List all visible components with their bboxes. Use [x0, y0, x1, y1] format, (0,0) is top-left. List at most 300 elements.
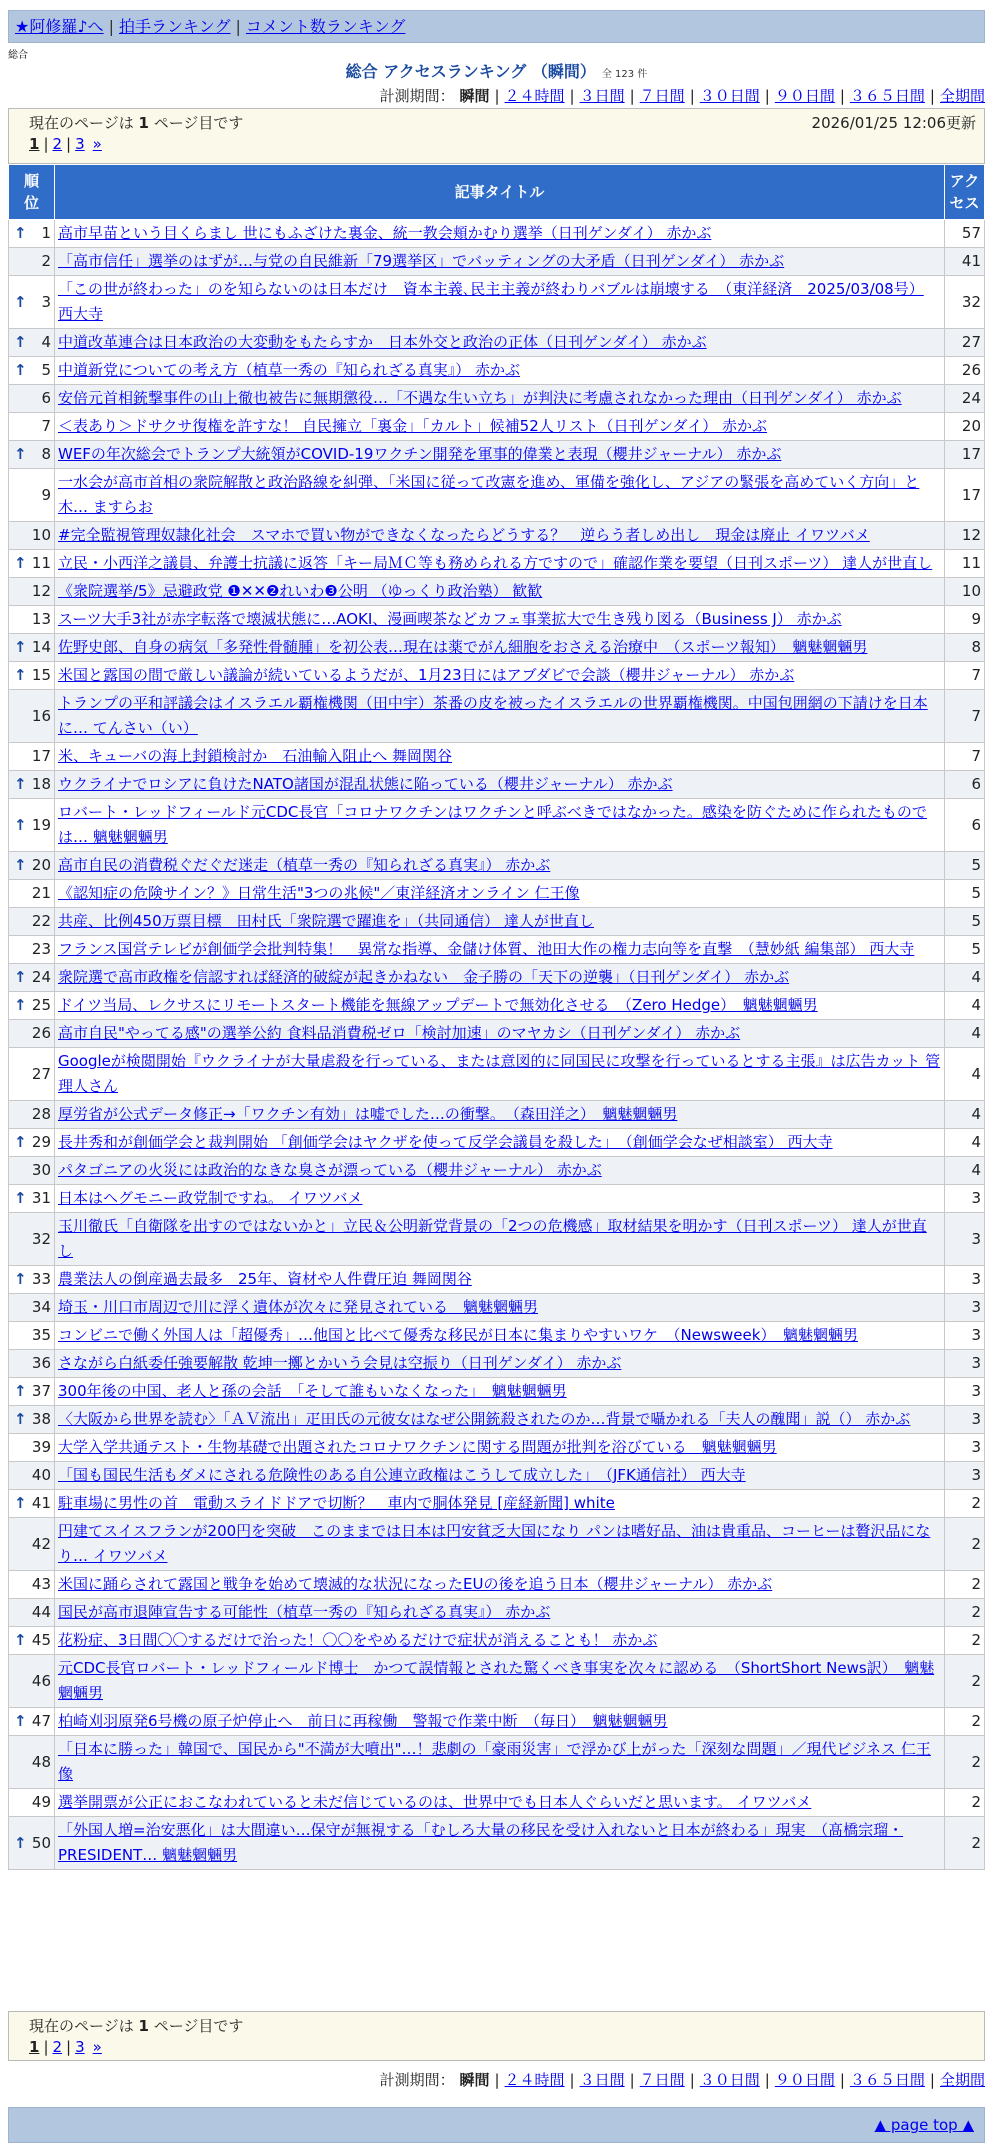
access-count: 2 — [945, 1789, 985, 1817]
article-title-link[interactable]: 駐車場に男性の首 電動スライドドアで切断？ 車内で胴体発見 [産経新聞] white — [58, 1494, 615, 1512]
ranking-table — [8, 164, 985, 1870]
access-count: 20 — [945, 413, 985, 441]
title-cell — [55, 1157, 945, 1185]
title-cell — [55, 1627, 945, 1655]
rank-number: 37 — [31, 1382, 51, 1400]
rank-cell — [9, 1599, 55, 1627]
rank-number: 18 — [31, 775, 51, 793]
rank-up-arrow-icon: ↑ — [14, 1712, 27, 1730]
access-count: 17 — [945, 469, 985, 522]
period-365d-link[interactable]: ３６５日間 — [849, 87, 925, 105]
table-row — [9, 1708, 985, 1736]
table-row — [9, 441, 985, 469]
title-cell — [55, 1406, 945, 1434]
access-count: 8 — [945, 634, 985, 662]
rank-cell — [9, 1789, 55, 1817]
access-count: 7 — [945, 690, 985, 743]
article-title-link[interactable]: 「この世が終わった」のを知らないのは日本だけ 資本主義､民主主義が終わりバブルは崩壊する （東洋経済 2025/03/08号） 西大寺 — [58, 280, 924, 323]
article-title-link[interactable]: 衆院選で高市政権を信認すれば経済的破綻が起きかねない 金子勝の「天下の逆襲」（日刊ゲンダイ） 赤かぶ — [58, 968, 790, 986]
table-row — [9, 550, 985, 578]
article-title-link[interactable]: WEFの年次総会でトランプ大統領がCOVID-19ワクチン開発を軍事的偉業と表現（櫻井ジャーナル） 赤かぶ — [58, 445, 782, 463]
access-count: 4 — [945, 1129, 985, 1157]
pager-page-2[interactable]: 2 — [52, 2038, 63, 2056]
rank-cell — [9, 1434, 55, 1462]
article-title-link[interactable]: パタゴニアの火災には政治的なきな臭さが漂っている（櫻井ジャーナル） 赤かぶ — [58, 1161, 602, 1179]
table-row — [9, 578, 985, 606]
access-count: 2 — [945, 1736, 985, 1789]
rank-number: 26 — [31, 1024, 51, 1042]
access-count: 12 — [945, 522, 985, 550]
period-24h-link[interactable]: ２４時間 — [504, 87, 565, 105]
access-count: 3 — [945, 1378, 985, 1406]
title-cell — [55, 220, 945, 248]
period-90d-link[interactable]: ９０日間 — [774, 87, 835, 105]
rank-number: 48 — [31, 1752, 51, 1771]
rank-cell — [9, 799, 55, 852]
period-365d-link[interactable]: ３６５日間 — [849, 2071, 925, 2089]
rank-up-arrow-icon: ↑ — [14, 775, 27, 793]
clap-ranking-link[interactable]: 拍手ランキング — [118, 17, 231, 36]
access-count: 2 — [945, 1817, 985, 1870]
rank-number: 40 — [31, 1466, 51, 1484]
rank-cell — [9, 1490, 55, 1518]
rank-number: 21 — [31, 884, 51, 902]
updated-time: 2026/01/25 12:06更新 — [811, 114, 976, 132]
access-count: 11 — [945, 550, 985, 578]
article-title-link[interactable]: 選挙開票が公正におこなわれていると未だ信じているのは、世界中でも日本人ぐらいだと思います。 イワツバメ — [58, 1793, 812, 1811]
period-selector-bottom: 計測期間： 瞬間 | ２４時間 | ３日間 | ７日間 | ３０日間 | ９０日間 | ３６５日間 | 全期間 — [379, 2071, 985, 2089]
table-row — [9, 634, 985, 662]
table-row — [9, 880, 985, 908]
period-current: 瞬間 — [459, 87, 490, 105]
rank-number: 45 — [31, 1631, 51, 1649]
rank-number: 25 — [31, 996, 51, 1014]
table-row — [9, 771, 985, 799]
access-count: 4 — [945, 1048, 985, 1101]
period-30d-link[interactable]: ３０日間 — [699, 87, 760, 105]
rank-up-arrow-icon: ↑ — [14, 361, 27, 379]
article-title-link[interactable]: スーツ大手3社が赤字転落で壊滅状態に…AOKI、漫画喫茶などカフェ事業拡大で生き残り図る（Business J） 赤かぶ — [58, 610, 842, 628]
rank-number: 38 — [31, 1410, 51, 1428]
article-title-link[interactable]: 米国と露国の間で厳しい議論が続いているようだが、1月23日にはアブダビで会談（櫻井ジャーナル） 赤かぶ — [58, 666, 795, 684]
rank-number: 5 — [41, 361, 51, 379]
access-count: 6 — [945, 771, 985, 799]
table-row — [9, 799, 985, 852]
rank-cell — [9, 1157, 55, 1185]
table-row — [9, 1736, 985, 1789]
table-row — [9, 743, 985, 771]
access-count: 2 — [945, 1708, 985, 1736]
article-title-link[interactable]: ロバート・レッドフィールド元CDC長官「コロナワクチンはワクチンと呼ぶべきではなかった。感染を防ぐために作られたものでは… 魑魅魍魎男 — [58, 803, 927, 846]
period-7d-link[interactable]: ７日間 — [639, 87, 685, 105]
article-title-link[interactable]: 円建てスイスフランが200円を突破 このままでは日本は円安貧乏大国になり パンは嗜好品、油は貴重品、コーヒーは贅沢品になり… イワツバメ — [58, 1522, 931, 1565]
rank-cell — [9, 880, 55, 908]
table-row — [9, 1213, 985, 1266]
divider: | — [108, 17, 114, 36]
pager-page-3[interactable]: 3 — [75, 135, 85, 153]
table-row — [9, 522, 985, 550]
pager-bottom: 1 | 2 | 3 » — [29, 2038, 102, 2056]
rank-number: 22 — [31, 912, 51, 930]
rank-number: 44 — [31, 1603, 51, 1621]
period-all-link[interactable]: 全期間 — [939, 2071, 985, 2089]
rank-up-arrow-icon: ↑ — [14, 554, 27, 572]
period-label: 計測期間： — [379, 2071, 455, 2089]
table-row — [9, 248, 985, 276]
period-7d-link[interactable]: ７日間 — [639, 2071, 685, 2089]
page-status-text: 現在のページは 1 ページ目です — [29, 114, 244, 132]
rank-number: 1 — [41, 224, 51, 242]
period-30d-link[interactable]: ３０日間 — [699, 2071, 760, 2089]
rank-cell — [9, 1708, 55, 1736]
rank-cell — [9, 1518, 55, 1571]
title-cell — [55, 550, 945, 578]
page-top-link[interactable]: ▲ page top ▲ — [874, 2116, 974, 2134]
title-cell — [55, 992, 945, 1020]
pager-next[interactable]: » — [92, 2038, 102, 2056]
access-count: 3 — [945, 1185, 985, 1213]
access-count: 10 — [945, 578, 985, 606]
rank-cell — [9, 1101, 55, 1129]
title-cell — [55, 799, 945, 852]
article-title-link[interactable]: 「日本に勝った」韓国で、国民から"不満が大噴出"…！悲劇の「豪雨災害」で浮かび上がった「深刻な問題」／現代ビジネス 仁王像 — [58, 1740, 931, 1783]
rank-up-arrow-icon: ↑ — [14, 1189, 27, 1207]
rank-number: 41 — [31, 1494, 51, 1512]
title-cell — [55, 413, 945, 441]
title-cell — [55, 662, 945, 690]
title-cell — [55, 1322, 945, 1350]
article-title-link[interactable]: 元CDC長官ロバート・レッドフィールド博士 かつて誤情報とされた驚くべき事実を次々に認める （ShortShort News訳） 魑魅魍魎男 — [58, 1659, 935, 1702]
rank-cell — [9, 606, 55, 634]
article-title-link[interactable]: 《衆院選挙/5》忌避政党 ❶✕✕❷れいわ❸公明 （ゆっくり政治塾） 歓歓 — [58, 582, 543, 600]
article-title-link[interactable]: 厚労省が公式データ修正→「ワクチン有効」は嘘でした…の衝撃。 （森田洋之） 魑魅魍魎男 — [58, 1105, 678, 1123]
rank-cell — [9, 441, 55, 469]
rank-number: 23 — [31, 940, 51, 958]
table-row — [9, 1157, 985, 1185]
rank-cell — [9, 1266, 55, 1294]
article-title-link[interactable]: 佐野史郎、自身の病気「多発性骨髄腫」を初公表…現在は薬でがん細胞をおさえる治療中 （スポーツ報知） 魑魅魍魎男 — [58, 638, 868, 656]
access-count: 5 — [945, 936, 985, 964]
title-cell — [55, 743, 945, 771]
article-title-link[interactable]: 「国も国民生活もダメにされる危険性のある自公連立政権はこうして成立した」 （JFK通信社） 西大寺 — [58, 1466, 746, 1484]
article-title-link[interactable]: 〈大阪から世界を読む〉「ＡＶ流出」疋田氏の元彼女はなぜ公開銃殺されたのか…背景で囁かれる「夫人の醜聞」説（） 赤かぶ — [58, 1410, 911, 1428]
rank-cell — [9, 1406, 55, 1434]
article-title-link[interactable]: 国民が高市退陣宣告する可能性（植草一秀の『知られざる真実』） 赤かぶ — [58, 1603, 551, 1621]
article-title-link[interactable]: 大学入学共通テスト・生物基礎で出題されたコロナワクチンに関する問題が批判を浴びている 魑魅魍魎男 — [58, 1438, 777, 1456]
rank-cell — [9, 992, 55, 1020]
table-row — [9, 852, 985, 880]
table-row — [9, 992, 985, 1020]
period-24h-link[interactable]: ２４時間 — [504, 2071, 565, 2089]
table-row — [9, 1322, 985, 1350]
article-title-link[interactable]: 中道新党についての考え方（植草一秀の『知られざる真実』） 赤かぶ — [58, 361, 520, 379]
article-title-link[interactable]: 《認知症の危険サイン？》日常生活"3つの兆候"／東洋経済オンライン 仁王像 — [58, 884, 580, 902]
article-title-link[interactable]: Googleが検閲開始『ウクライナが大量虐殺を行っている、または意図的に同国民に攻撃を行っているとする主張』は広告カット 管理人さん — [58, 1052, 941, 1095]
table-row — [9, 276, 985, 329]
access-count: 3 — [945, 1294, 985, 1322]
page-status-bottom — [8, 2011, 985, 2061]
title-cell — [55, 329, 945, 357]
rank-number: 11 — [31, 554, 51, 572]
article-title-link[interactable]: 安倍元首相銃撃事件の山上徹也被告に無期懲役…「不遇な生い立ち」が判決に考慮されなかった理由（日刊ゲンダイ） 赤かぶ — [58, 389, 902, 407]
rank-cell — [9, 1817, 55, 1870]
section-label: 総合 — [8, 50, 28, 61]
access-count: 3 — [945, 1213, 985, 1266]
title-cell — [55, 1490, 945, 1518]
article-title-link[interactable]: フランス国営テレビが創価学会批判特集！ 異常な指導、金儲け体質、池田大作の権力志向等を直撃 （慧妙紙 編集部） 西大寺 — [58, 940, 915, 958]
table-row — [9, 357, 985, 385]
access-count: 3 — [945, 1322, 985, 1350]
rank-number: 24 — [31, 968, 51, 986]
access-count: 2 — [945, 1518, 985, 1571]
rank-number: 14 — [31, 638, 51, 656]
rank-cell — [9, 1322, 55, 1350]
access-count: 5 — [945, 852, 985, 880]
rank-number: 43 — [31, 1575, 51, 1593]
title-cell — [55, 634, 945, 662]
article-title-link[interactable]: 300年後の中国、老人と孫の会話 「そして誰もいなくなった」 魑魅魍魎男 — [58, 1382, 567, 1400]
title-cell — [55, 1266, 945, 1294]
title-cell — [55, 1736, 945, 1789]
table-row — [9, 413, 985, 441]
pager-next[interactable]: » — [92, 135, 102, 153]
article-title-link[interactable]: 農業法人の倒産過去最多 25年、資材や人件費圧迫 舞岡関谷 — [58, 1270, 472, 1288]
table-row — [9, 690, 985, 743]
title-cell — [55, 1462, 945, 1490]
article-title-link[interactable]: 埼玉・川口市周辺で川に浮く遺体が次々に発見されている 魑魅魍魎男 — [58, 1298, 539, 1316]
access-count: 27 — [945, 329, 985, 357]
rank-up-arrow-icon: ↑ — [14, 333, 27, 351]
rank-number: 34 — [31, 1298, 51, 1316]
rank-number: 47 — [31, 1712, 51, 1730]
title-cell — [55, 1789, 945, 1817]
total-count: 全 123 件 — [601, 69, 648, 80]
access-count: 4 — [945, 1101, 985, 1129]
access-count: 3 — [945, 1266, 985, 1294]
article-title-link[interactable]: さながら白紙委任強要解散 乾坤一擲とかいう会見は空振り（日刊ゲンダイ） 赤かぶ — [58, 1354, 622, 1372]
table-row — [9, 1434, 985, 1462]
article-title-link[interactable]: 「外国人増=治安悪化」は大間違い…保守が無視する「むしろ大量の移民を受け入れないと日本が終わる」現実 （髙橋宗瑠・PRESIDENT… 魑魅魍魎男 — [58, 1821, 904, 1864]
rank-up-arrow-icon: ↑ — [14, 292, 27, 311]
period-90d-link[interactable]: ９０日間 — [774, 2071, 835, 2089]
article-title-link[interactable]: 花粉症、3日間〇〇するだけで治った！〇〇をやめるだけで症状が消えることも！ 赤かぶ — [58, 1631, 658, 1649]
table-row — [9, 469, 985, 522]
rank-cell — [9, 1736, 55, 1789]
article-title-link[interactable]: 玉川徹氏「自衛隊を出すのではないかと」立民＆公明新党背景の「2つの危機感」取材結果を明かす（日刊スポーツ） 達人が世直し — [58, 1217, 927, 1260]
access-count: 5 — [945, 908, 985, 936]
access-count: 32 — [945, 276, 985, 329]
article-title-link[interactable]: ウクライナでロシアに負けたNATO諸国が混乱状態に陥っている（櫻井ジャーナル） 赤かぶ — [58, 775, 673, 793]
rank-cell — [9, 634, 55, 662]
table-row — [9, 964, 985, 992]
article-title-link[interactable]: 米、キューバの海上封鎖検討か 石油輸入阻止へ 舞岡関谷 — [58, 747, 453, 765]
rank-number: 31 — [31, 1189, 51, 1207]
rank-cell — [9, 469, 55, 522]
title-cell — [55, 606, 945, 634]
article-title-link[interactable]: 長井秀和が創価学会と裁判開始 「創価学会はヤクザを使って反学会議員を殺した」 （創価学会なぜ相談室） 西大寺 — [58, 1133, 833, 1151]
title-cell — [55, 1020, 945, 1048]
title-cell — [55, 385, 945, 413]
access-count: 2 — [945, 1627, 985, 1655]
rank-up-arrow-icon: ↑ — [14, 666, 27, 684]
article-title-link[interactable]: コンビニで働く外国人は「超優秀」…他国と比べて優秀な移民が日本に集まりやすいワケ （Newsweek） 魑魅魍魎男 — [58, 1326, 858, 1344]
table-row — [9, 1101, 985, 1129]
rank-number: 19 — [31, 815, 51, 834]
pager-page-3[interactable]: 3 — [75, 2038, 85, 2056]
table-row — [9, 1518, 985, 1571]
rank-cell — [9, 1378, 55, 1406]
article-title-link[interactable]: 高市早苗という目くらまし 世にもふざけた裏金、統一教会頬かむり選挙（日刊ゲンダイ） 赤かぶ — [58, 224, 712, 242]
rank-cell — [9, 662, 55, 690]
rank-number: 10 — [31, 526, 51, 544]
table-row — [9, 1627, 985, 1655]
title-cell — [55, 441, 945, 469]
table-row — [9, 1817, 985, 1870]
rank-number: 3 — [41, 292, 51, 311]
page-title — [0, 62, 993, 85]
title-cell — [55, 522, 945, 550]
rank-number: 16 — [31, 706, 51, 725]
rank-number: 49 — [31, 1793, 51, 1811]
article-title-link[interactable]: 一水会が高市首相の衆院解散と政治路線を糾弾、「米国に従って改憲を進め、軍備を強化し、アジアの緊張を高めていく方向」と木… ますらお — [58, 473, 920, 516]
title-cell — [55, 1048, 945, 1101]
period-all-link[interactable]: 全期間 — [939, 87, 985, 105]
period-3d-link[interactable]: ３日間 — [579, 2071, 625, 2089]
table-row — [9, 1462, 985, 1490]
rank-number: 13 — [31, 610, 51, 628]
table-row — [9, 908, 985, 936]
rank-number: 42 — [31, 1534, 51, 1553]
pager-current: 1 — [29, 2038, 40, 2056]
rank-cell — [9, 1185, 55, 1213]
article-title-link[interactable]: 高市自民"やってる感"の選挙公約 食料品消費税ゼロ「検討加速」のマヤカシ（日刊ゲンダイ） 赤かぶ — [58, 1024, 741, 1042]
table-row — [9, 1490, 985, 1518]
access-count: 2 — [945, 1655, 985, 1708]
title-cell — [55, 578, 945, 606]
rank-cell — [9, 1350, 55, 1378]
page-status-text-bottom: 現在のページは 1 ページ目です — [29, 2017, 244, 2035]
access-count: 5 — [945, 880, 985, 908]
access-count: 26 — [945, 357, 985, 385]
article-title-link[interactable]: トランプの平和評議会はイスラエル覇権機関（田中宇）茶番の皮を被ったイスラエルの世界覇権機関。中国包囲網の下請けを日本に… てんさい（い） — [58, 694, 928, 737]
rank-number: 2 — [41, 252, 51, 270]
rank-cell — [9, 220, 55, 248]
access-count: 57 — [945, 220, 985, 248]
home-link[interactable]: ★阿修羅♪へ — [15, 17, 104, 36]
table-row — [9, 1655, 985, 1708]
title-cell — [55, 1101, 945, 1129]
rank-up-arrow-icon: ↑ — [14, 996, 27, 1014]
rank-cell — [9, 1020, 55, 1048]
title-cell — [55, 1655, 945, 1708]
rank-number: 30 — [31, 1161, 51, 1179]
table-row — [9, 1378, 985, 1406]
article-title-link[interactable]: 立民・小西洋之議員、弁護士抗議に返答「キー局ＭＣ等も務められる方ですので」確認作業を要望（日刊スポーツ） 達人が世直し — [58, 554, 933, 572]
rank-cell — [9, 357, 55, 385]
article-title-link[interactable]: 柏崎刈羽原発6号機の原子炉停止へ 前日に再稼働 警報で作業中断 （毎日） 魑魅魍魎男 — [58, 1712, 668, 1730]
access-count: 4 — [945, 964, 985, 992]
comment-ranking-link[interactable]: コメント数ランキング — [245, 17, 406, 36]
article-title-link[interactable]: #完全監視管理奴隷化社会 スマホで買い物ができなくなったらどうする？ 逆らう者しめ出し 現金は廃止 イワツバメ — [58, 526, 870, 544]
access-count: 7 — [945, 743, 985, 771]
rank-number: 32 — [31, 1229, 51, 1248]
rank-number: 20 — [31, 856, 51, 874]
title-cell — [55, 936, 945, 964]
pager-top: 1 | 2 | 3 » — [29, 135, 102, 153]
table-row — [9, 1129, 985, 1157]
access-count: 3 — [945, 1434, 985, 1462]
rank-cell — [9, 771, 55, 799]
title-cell — [55, 248, 945, 276]
access-count: 3 — [945, 1462, 985, 1490]
period-selector-top: 計測期間： 瞬間 | ２４時間 | ３日間 | ７日間 | ３０日間 | ９０日間 | ３６５日間 | 全期間 — [379, 87, 985, 105]
title-cell — [55, 1129, 945, 1157]
rank-up-arrow-icon: ↑ — [14, 1382, 27, 1400]
title-cell — [55, 357, 945, 385]
access-count: 41 — [945, 248, 985, 276]
table-row — [9, 1789, 985, 1817]
rank-cell — [9, 1213, 55, 1266]
rank-cell — [9, 578, 55, 606]
rank-cell — [9, 1129, 55, 1157]
article-title-link[interactable]: 中道改革連合は日本政治の大変動をもたらすか 日本外交と政治の正体（日刊ゲンダイ） 赤かぶ — [58, 333, 707, 351]
access-count: 3 — [945, 1406, 985, 1434]
access-count: 6 — [945, 799, 985, 852]
rank-up-arrow-icon: ↑ — [14, 445, 27, 463]
title-cell — [55, 1571, 945, 1599]
rank-up-arrow-icon: ↑ — [14, 1833, 27, 1852]
table-row — [9, 662, 985, 690]
rank-cell — [9, 276, 55, 329]
period-label: 計測期間： — [379, 87, 455, 105]
article-title-link[interactable]: ドイツ当局、レクサスにリモートスタート機能を無線アップデートで無効化させる （Zero Hedge） 魑魅魍魎男 — [58, 996, 818, 1014]
title-cell — [55, 880, 945, 908]
access-count: 4 — [945, 1020, 985, 1048]
period-3d-link[interactable]: ３日間 — [579, 87, 625, 105]
title-cell — [55, 1434, 945, 1462]
table-row — [9, 385, 985, 413]
rank-up-arrow-icon: ↑ — [14, 1631, 27, 1649]
article-title-link[interactable]: ＜表あり＞ドサクサ復権を許すな！ 自民擁立「裏金」「カルト」候補52人リスト（日刊ゲンダイ） 赤かぶ — [58, 417, 768, 435]
page-title-text: 総合 アクセスランキング （瞬間） — [345, 62, 596, 81]
table-row — [9, 1406, 985, 1434]
rank-cell — [9, 936, 55, 964]
rank-cell — [9, 743, 55, 771]
pager-page-2[interactable]: 2 — [52, 135, 63, 153]
period-current: 瞬間 — [459, 2071, 490, 2089]
table-row — [9, 606, 985, 634]
table-row — [9, 1294, 985, 1322]
rank-up-arrow-icon: ↑ — [14, 968, 27, 986]
article-title-link[interactable]: 「高市信任」選挙のはずが…与党の自民維新「79選挙区」でバッティングの大矛盾（日刊ゲンダイ） 赤かぶ — [58, 252, 785, 270]
count-header: アクセス — [945, 165, 985, 220]
page-status-top — [8, 108, 985, 164]
rank-cell — [9, 690, 55, 743]
article-title-link[interactable]: 米国に踊らされて露国と戦争を始めて壊滅的な状況になったEUの後を追う日本（櫻井ジャーナル） 赤かぶ — [58, 1575, 773, 1593]
title-cell — [55, 276, 945, 329]
pager-current: 1 — [29, 135, 40, 153]
table-row — [9, 220, 985, 248]
rank-number: 9 — [41, 485, 51, 504]
title-cell — [55, 1518, 945, 1571]
article-title-link[interactable]: 日本はヘグモニー政党制ですね。 イワツバメ — [58, 1189, 363, 1207]
rank-cell — [9, 1571, 55, 1599]
article-title-link[interactable]: 共産、比例450万票目標 田村氏「衆院選で躍進を」（共同通信） 達人が世直し — [58, 912, 594, 930]
top-nav-bar — [8, 10, 985, 43]
rank-number: 35 — [31, 1326, 51, 1344]
article-title-link[interactable]: 高市自民の消費税ぐだぐだ迷走（植草一秀の『知られざる真実』） 赤かぶ — [58, 856, 551, 874]
rank-cell — [9, 1294, 55, 1322]
